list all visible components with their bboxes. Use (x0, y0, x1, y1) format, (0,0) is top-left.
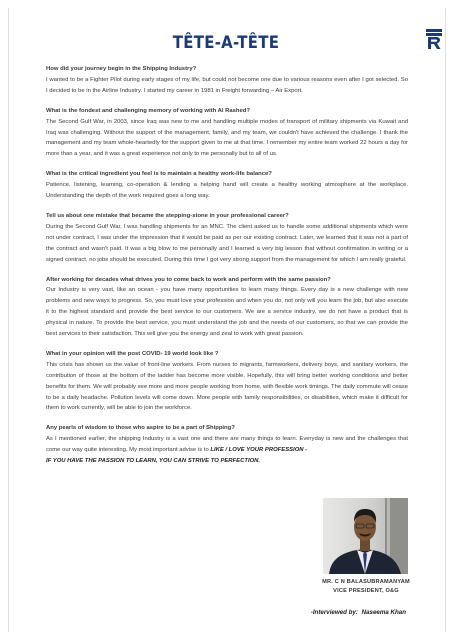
answer-emphasis: LIKE / LOVE YOUR PROFESSION - (210, 447, 308, 454)
answer-text: As I mentioned earlier, the shipping Industry is a vast one and there are many things to learn. Everyday is new and the challenges that come our way quite interesting. My most important advise is to (46, 436, 408, 454)
caption-name: MR. C N BALASUBRAMANYAM (322, 579, 410, 585)
answer-emphasis: IF YOU HAVE THE PASSION TO LEARN, YOU CAN STRIVE TO PERFECTION. (46, 458, 261, 465)
interviewer-credit (311, 609, 406, 616)
qa-block (46, 64, 408, 97)
answer: During the Second Gulf War, I was handling shipments for an MNC. The client asked us to handle some additional shipments which were not under contract, I was under the impression that it would be paid as per our existing contract. Later, we learned that it was not a part of the contract and wasn't paid. It was a big blow to me personally and I learned a very big lesson that without confirmation in writing or a signed contract, no jobs should be executed. During this time I got very strong support from the management for which I am really grateful. (46, 223, 408, 263)
caption-title: VICE PRESIDENT, O&G (333, 588, 399, 594)
answer: Patience, listening, learning, co-operation & lending a helping hand will create a healthy working atmosphere at the workplace. Understanding the depth of the work required goes a long way. (46, 182, 408, 200)
qa-block (46, 423, 408, 467)
answer: The Second Gulf War, in 2003, since Iraq was new to me and handling multiple modes of transport of military shipments via Kuwait and Iraq was challenging. Without the support of the management, family, and my team, we couldn't have achieved the challenge. I thank the management and my team whole-heartedly for the support given to me at that time. I remember my entire team worked 22 hours a day for more than a year, and it was a great experience not only to me personally but to all of us. (46, 118, 408, 158)
interview-body (46, 64, 408, 476)
qa-block (46, 211, 408, 266)
question: Tell us about one mistake that became the stepping-stone in your professional career? (46, 212, 289, 219)
answer: Our Industry is very vast, like an ocean - you have many opportunities to learn many things. Every day is a new challenge with new problems and new ways to progress. So, you must love your profession and when you do, not only will you learn the job, but also execute it to the highest standard and provide the best service to our customers. We are a service industry, we do not have a product that is physical in nature. To provide the best service, you must understand the job and the needs of our customers, so that we can provide the best services to their satisfaction. This will give you the energy and zeal to work with great passion. (46, 287, 408, 338)
answer: I wanted to be a Fighter Pilot during early stages of my life, but could not become one due to various reasons even after I got selected. So I decided to be in the Airline Industry. I started my career in 1981 in Freight forwarding – Air Export. (46, 76, 408, 94)
qa-block (46, 169, 408, 202)
company-logo-icon (425, 28, 443, 50)
qa-block (46, 275, 408, 340)
qa-block (46, 106, 408, 161)
question: What is the critical ingredient you feel is to maintain a healthy work-life balance? (46, 171, 272, 178)
page-title: TÊTE-A-TÊTE (172, 33, 280, 53)
answer (46, 434, 408, 467)
photo-caption (292, 578, 440, 596)
interviewed-by-label: -Interviewed by: (310, 609, 358, 616)
question: Any pearls of wisdom to those who aspire to be a part of Shipping? (46, 425, 235, 432)
question: After working for decades what drives you to come back to work and perform with the same passion? (46, 276, 331, 283)
question: What is the fondest and challenging memory of working with Al Rashed? (46, 107, 251, 114)
portrait-photo (323, 498, 408, 574)
interviewer-name: Naseema Khan (361, 609, 406, 616)
answer: This crisis has shown us the value of front-line workers. From nurses to migrants, farmworkers, delivery boys, and sanitary workers, the contribution of those at the bottom of the ladder has become more visible. Hopefully, this will bring better working conditions and better benefits for them. We will probably see more and more people working from home, with flexible work timings. The daily commute will cease to be a daily headache. Pollution levels will come down. More people with family responsibilities, or disabilities, which make it difficult for them to work currently, will be able to join the workforce. (46, 361, 408, 412)
question: How did your journey begin in the Shipping Industry? (46, 66, 197, 72)
question: What in your opinion will the post COVID- 19 world look like ? (46, 350, 219, 357)
qa-block (46, 349, 408, 414)
